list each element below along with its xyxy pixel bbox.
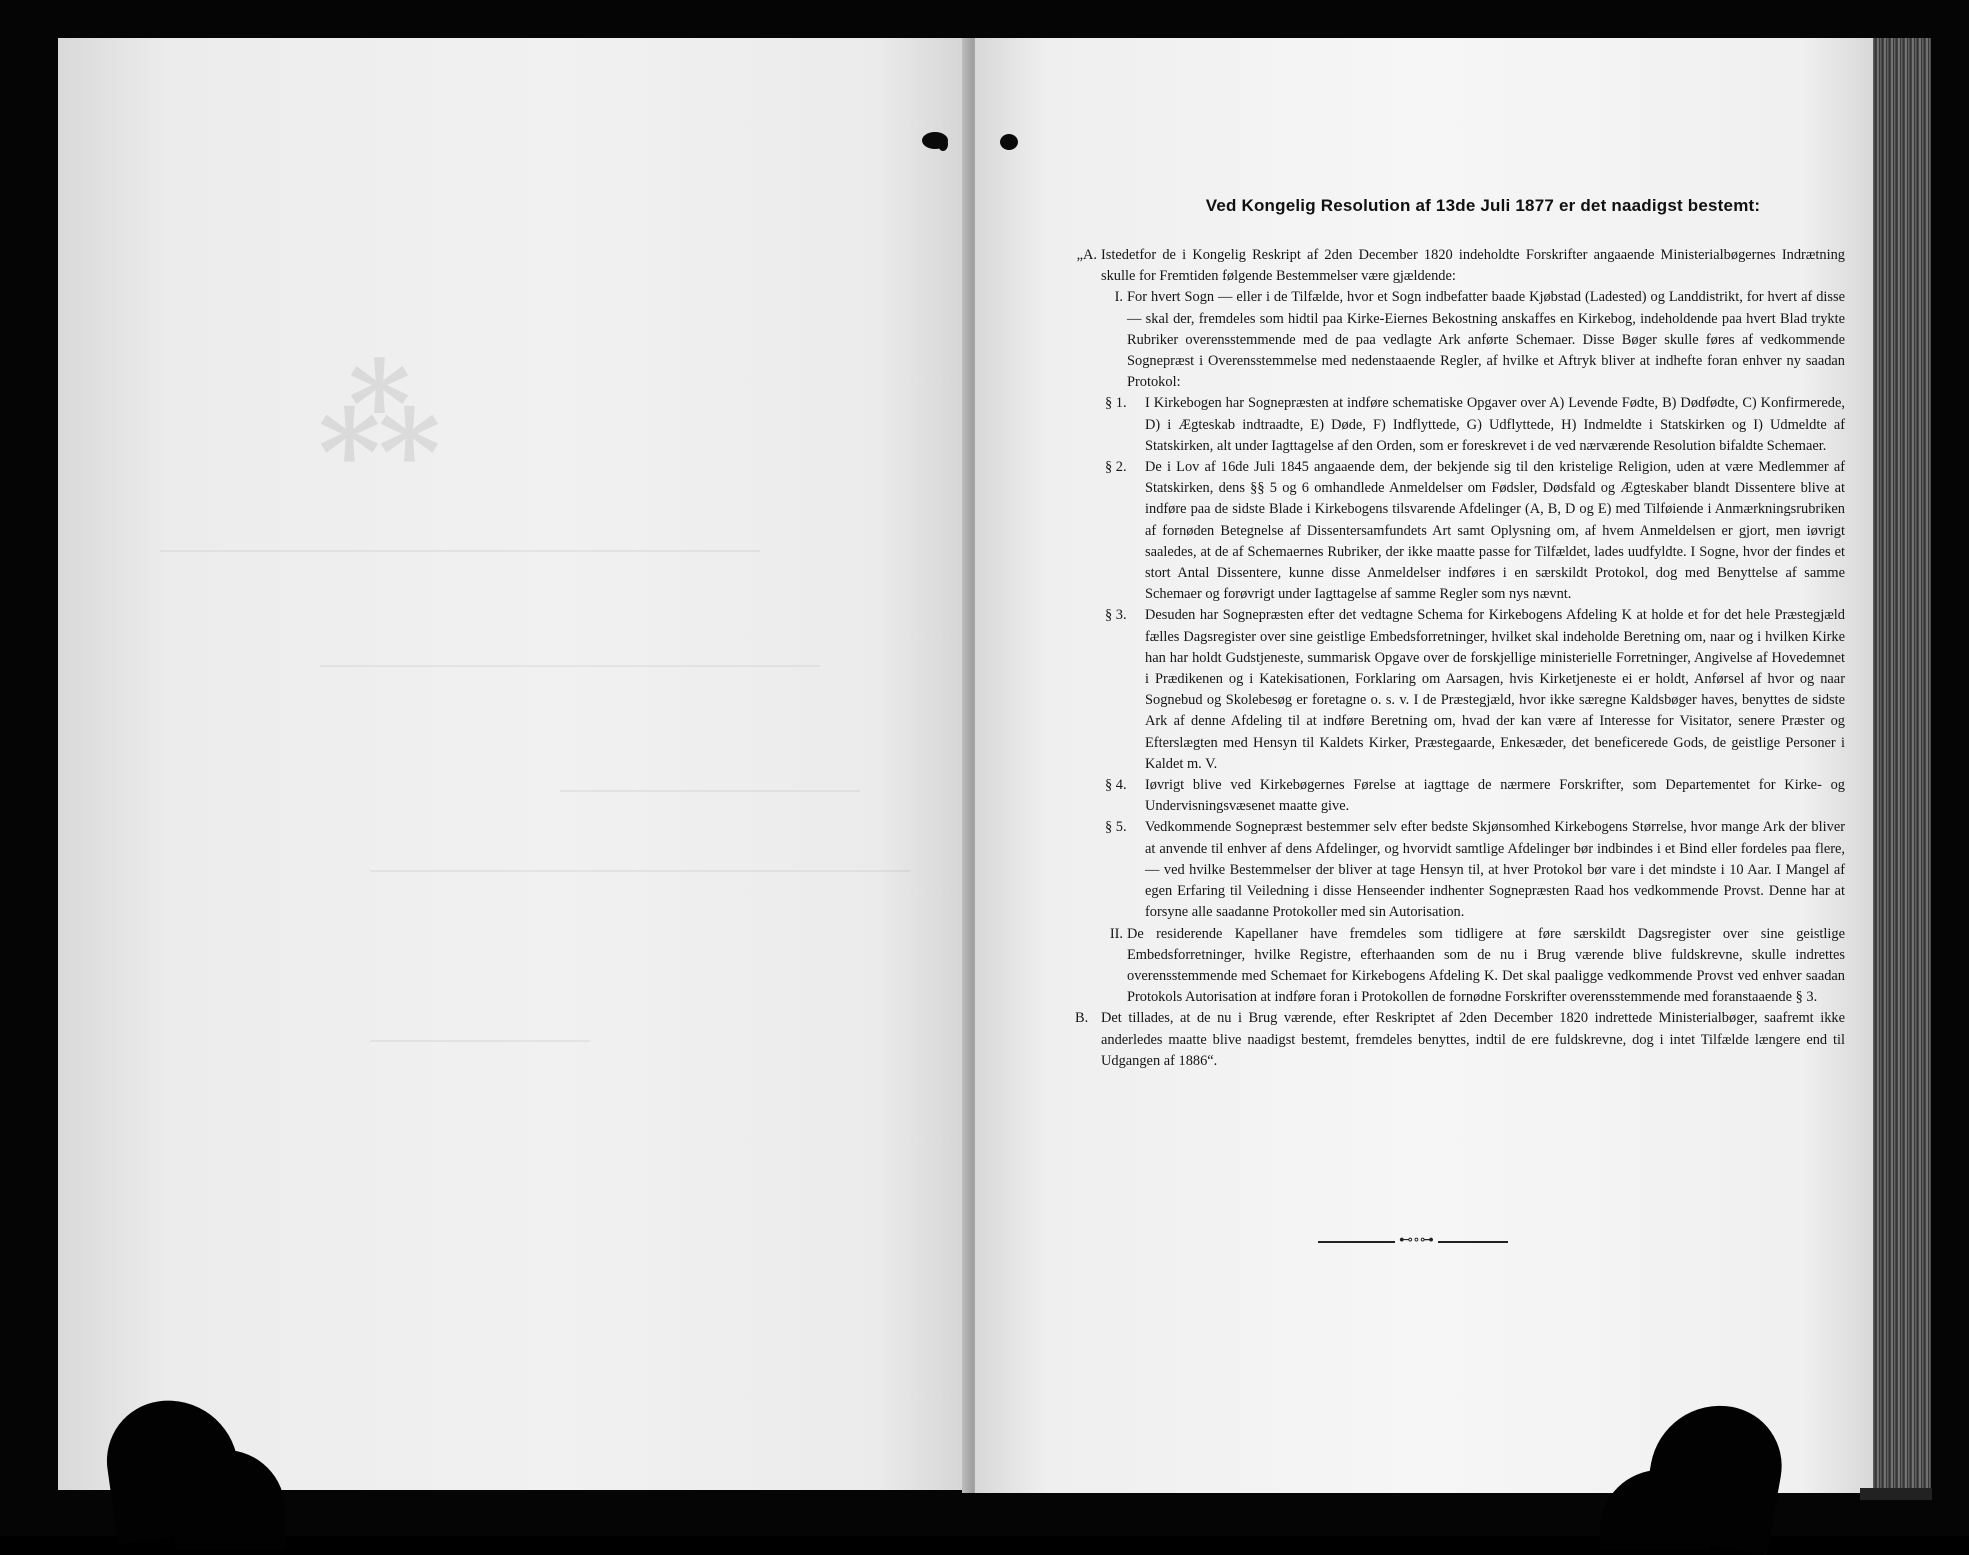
- ghost-line: [370, 870, 910, 872]
- section-label: I.: [1114, 289, 1123, 306]
- ghost-line: [370, 1040, 590, 1042]
- ghost-line: [320, 665, 820, 667]
- paragraph-text: De i Lov af 16de Juli 1845 angaaende dem, der bekjende sig til den kristelige Religion, uden at være Medlemmer af Statskirken, dens §§ 5 og 6 omhandlede Anmeldelser om Fødsler, Dødsfald og Ægteskaber blandt Dissentere blive at indføre paa de sidste Blade i Kirkebogens tilsvarende Afdelinger (A, B, D og E) med Tilføiende i Anmærkningsrubriken af fornøden Betegnelse af Dissentersamfundets Art samt Oplysning om, af hvem Anmeldelsen er gjort, men iøvrigt saaledes, at de af Schemaernes Rubriker, der ikke maatte passe for Tilfældet, lades uudfyldte. I Sogne, hvor der findes et stort Antal Dissentere, kunne disse Anmeldelser indføres i en særskildt Protokol, dog med Benyttelse af samme Schemaer og forøvrigt under Iagttagelse af samme Regler som nys nævnt.: [1145, 459, 1845, 603]
- paragraph-text: Iøvrigt blive ved Kirkebøgernes Førelse at iagttage de nærmere Forskrifter, som Departementet for Kirke- og Undervisningsvæsenet maatte give.: [1145, 777, 1845, 815]
- section-text: Det tillades, at de nu i Brug værende, efter Reskriptet af 2den December 1820 indrettede Ministerialbøger, saafremt ikke anderledes maatte blive naadigst bestemt, fremdeles benyttes, indtil de ere fuldskrevne, dog i intet Tilfælde længere end til Udgangen af 1886“.: [1101, 1010, 1845, 1069]
- ghost-line: [560, 790, 860, 792]
- section-b: [1075, 1008, 1845, 1072]
- paragraph-label: § 2.: [1105, 459, 1127, 476]
- section-label: II.: [1109, 925, 1123, 942]
- paragraph-label: § 4.: [1105, 777, 1127, 794]
- binding-hole: [938, 137, 948, 151]
- resolution-heading: Ved Kongelig Resolution af 13de Juli 1877 er det naadigst bestemt:: [1205, 196, 1761, 215]
- section-label: B.: [1075, 1010, 1089, 1027]
- page-edges: [1873, 38, 1931, 1498]
- section-ii: [1109, 924, 1845, 1009]
- page-edges-bottom: [1860, 1488, 1932, 1500]
- paragraph-label: § 1.: [1105, 395, 1127, 412]
- paragraph-text: I Kirkebogen har Sognepræsten at indføre schematiske Opgaver over A) Levende Fødte, B) Dødfødte, C) Konfirmerede, D) i Ægteskab indtraadte, E) Døde, F) Indflyttede, G) Udflyttede, H) Indmeldte i Statskirken og I) Udmeldte af Statskirken, alt under Iagttagelse af den Orden, som er foreskrevet i de ved nærværende Resolution bifaldte Schemaer.: [1145, 395, 1845, 454]
- paragraph-2: [1105, 457, 1845, 605]
- paragraph-4: [1105, 775, 1845, 817]
- ghost-title-bleed: ⁂: [318, 350, 441, 483]
- section-text: Istedetfor de i Kongelig Reskript af 2den December 1820 indeholdte Forskrifter angaaende Ministerialbøgernes Indrætning skulle for Fremtiden følgende Bestemmelser være gjældende:: [1101, 247, 1845, 285]
- paragraph-label: § 3.: [1105, 607, 1127, 624]
- left-page: [58, 38, 970, 1490]
- paragraph-text: Desuden har Sognepræsten efter det vedtagne Schema for Kirkebogens Afdeling K at holde et for det hele Præstegjæld fælles Dagsregister over sine geistlige Embedsforretninger, hvilket skal indeholde Beretning om, naar og i hvilken Kirke han har holdt Gudstjeneste, summarisk Opgave over de forskjellige ministerielle Forretninger, Angivelse af Hovedemnet i Prædikenen og i Katekisationen, Forklaring om Aarsagen, hvis Kirketjeneste ei er holdt, Anførsel af hvor og naar Sognebud og Skolebesøg er foretagne o. s. v. I de Præstegjæld, hvor ikke særegne Kaldsbøger haves, benyttes de sidste Ark af denne Afdeling til at indføre Beretning om, hvad der kan være af Interesse for Visitator, senere Præster og Efterslægten med Hensyn til Kaldets Kirker, Præstegaarde, Enkesæder, det beneficerede Gods, de geistlige Personer i Kaldet m. V.: [1145, 607, 1845, 772]
- paragraph-text: Vedkommende Sognepræst bestemmer selv efter bedste Skjønsomhed Kirkebogens Størrelse, hvor mange Ark der bliver at anvende til enhver af dens Afdelinger, og hvorvidt samtlige Afdelinger bør indbindes i et Bind eller fordeles paa flere, — ved hvilke Bestemmelser der bliver at tage Hensyn til, at hver Protokol bør vare i det mindste i 10 Aar. I Mangel af egen Erfaring til Veiledning i disse Henseender indhenter Sognepræsten Raad hos vedkommende Provst. Denne har at forsyne alle saadanne Protokoller med sin Autorisation.: [1145, 819, 1845, 921]
- paragraph-label: § 5.: [1105, 819, 1127, 836]
- section-label: „A.: [1076, 247, 1097, 263]
- ghost-line: [160, 550, 760, 552]
- section-i: [1114, 287, 1845, 393]
- paragraph-5: [1105, 817, 1845, 923]
- resolution-text: [1075, 195, 1845, 1072]
- section-text: For hvert Sogn — eller i de Tilfælde, hvor et Sogn indbefatter baade Kjøbstad (Ladested) og Landdistrikt, for hvert af disse — skal der, fremdeles som hidtil paa Kirke-Eiernes Bekostning anskaffes en Kirkebog, indeholdende paa hvert Blad trykte Rubriker overensstemmende med de paa vedlagte Ark anførte Schemaer. Disse Bøger skulle føres af vedkommende Sognepræst i Overensstemmelse med nedenstaaende Regler, af hvilke et Aftryk bliver at indhefte foran enhver ny saadan Protokol:: [1127, 289, 1845, 391]
- section-a: [1076, 245, 1845, 287]
- section-text: De residerende Kapellaner have fremdeles som tidligere at føre særskildt Dagsregister over sine geistlige Embedsforretninger, hvilke Registre, efterhaanden som de nu i Brug værende blive fuldskrevne, skulle indrettes overensstemmende med Schemaet for Kirkebogens Afdeling K. Det skal paaligge vedkommende Provst ved enhver saadan Protokols Autorisation at indføre foran i Protokollen de fornødne Forskrifter overensstemmende med foranstaaende § 3.: [1127, 925, 1845, 1006]
- binding-hole: [1000, 134, 1018, 150]
- ornament-glyph: ⊷∘⊶: [1395, 1232, 1438, 1250]
- paragraph-3: [1105, 605, 1845, 775]
- paragraph-1: [1105, 393, 1845, 457]
